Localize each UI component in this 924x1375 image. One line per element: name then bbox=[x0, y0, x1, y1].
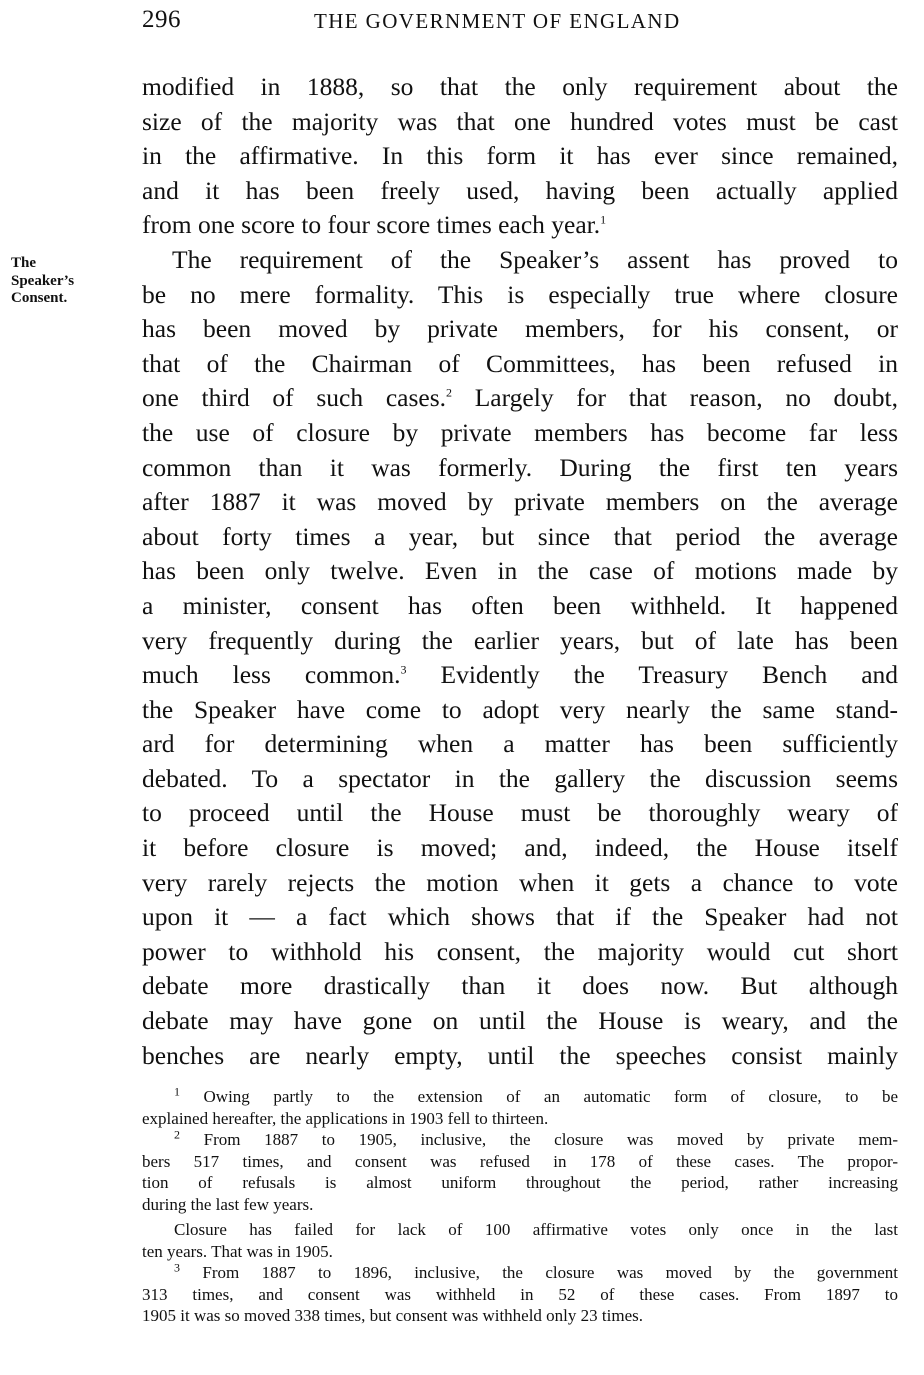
footnote-line: explained hereafter, the applications in 1903 fell to thirteen. bbox=[142, 1108, 549, 1128]
text-line: after 1887 it was moved by private members on the average bbox=[142, 487, 898, 517]
text-line: it before closure is moved; and, indeed, the House itself bbox=[142, 833, 898, 863]
footnotes bbox=[142, 1086, 898, 1327]
text-line: common than it was formerly. During the first ten years bbox=[142, 452, 898, 482]
text-line: that of the Chairman of Committees, has been refused in bbox=[142, 348, 898, 378]
text-line: The requirement of the Speaker’s assent has proved to bbox=[172, 244, 898, 274]
footnote-line: 313 times, and consent was withheld in 52 of these cases. From 1897 to bbox=[142, 1284, 898, 1304]
footnote-line: Closure has failed for lack of 100 affirmative votes only once in the last bbox=[174, 1220, 898, 1239]
footnote-line: 1905 it was so moved 338 times, but consent was withheld only 23 times. bbox=[142, 1306, 643, 1325]
footnote-line: ten years. That was in 1905. bbox=[142, 1241, 333, 1261]
text-line: one third of such cases.$^2$ Largely for that reason, no doubt, bbox=[142, 383, 899, 413]
text-line: the use of closure by private members has become far less bbox=[142, 417, 898, 447]
page-number: 296 bbox=[142, 6, 181, 33]
footnote-ref[interactable]: 2 bbox=[446, 385, 453, 400]
footnote-3 bbox=[142, 1262, 898, 1327]
text-line: size of the majority was that one hundred votes must be cast bbox=[142, 106, 898, 136]
margin-note-line: Speaker’s bbox=[11, 272, 75, 289]
footnote-2 bbox=[142, 1129, 898, 1215]
footnote-line: $^1$ Owing partly to the extension of an automatic form of closure, to be bbox=[174, 1084, 898, 1106]
text-line: debate more drastically than it does now. But although bbox=[142, 971, 898, 1001]
footnote-line: bers 517 times, and consent was refused in 178 of these cases. The propor- bbox=[142, 1151, 898, 1171]
running-title: THE GOVERNMENT OF ENGLAND bbox=[314, 9, 681, 33]
footnote-marker: 3 bbox=[174, 1260, 180, 1275]
page-header bbox=[142, 6, 898, 40]
text-line: be no mere formality. This is especially true where closure bbox=[142, 279, 898, 309]
text-line: very frequently during the earlier years, but of late has been bbox=[142, 625, 898, 655]
text-line: in the affirmative. In this form it has ever since remained, bbox=[142, 141, 898, 171]
footnote-line: during the last few years. bbox=[142, 1194, 314, 1214]
text-line: has been moved by private members, for his consent, or bbox=[142, 314, 898, 344]
text-line: from one score to four score times each year.$^1$ bbox=[142, 210, 607, 240]
footnote-marker: 1 bbox=[174, 1084, 180, 1099]
text-line: the Speaker have come to adopt very nearly the same stand- bbox=[142, 694, 898, 724]
margin-note bbox=[11, 255, 131, 308]
footnote-ref[interactable]: 1 bbox=[600, 212, 607, 227]
footnote-line: tion of refusals is almost uniform throughout the period, rather increasing bbox=[142, 1173, 898, 1192]
text-line: benches are nearly empty, until the speeches consist mainly bbox=[142, 1040, 898, 1070]
text-line: has been only twelve. Even in the case of motions made by bbox=[142, 556, 898, 586]
text-line: much less common.$^3$ Evidently the Treasury Bench and bbox=[142, 660, 899, 690]
text-line: upon it — a fact which shows that if the Speaker had not bbox=[142, 902, 898, 932]
text-line: to proceed until the House must be thoroughly weary of bbox=[142, 798, 898, 828]
footnote-line: $^3$ From 1887 to 1896, inclusive, the closure was moved by the government bbox=[174, 1260, 899, 1282]
text-line: debated. To a spectator in the gallery the discussion seems bbox=[142, 763, 898, 793]
text-line: a minister, consent has often been withheld. It happened bbox=[142, 590, 898, 620]
margin-note-line: The bbox=[11, 255, 37, 271]
main-text bbox=[142, 70, 898, 1073]
margin-note-line: Consent. bbox=[11, 290, 68, 306]
footnote-marker: 2 bbox=[174, 1127, 180, 1142]
text-line: ard for determining when a matter has been sufficiently bbox=[142, 729, 898, 759]
footnote-2-continued bbox=[142, 1219, 898, 1262]
footnote-line: $^2$ From 1887 to 1905, inclusive, the closure was moved by private mem- bbox=[174, 1127, 898, 1149]
text-line: very rarely rejects the motion when it gets a chance to vote bbox=[142, 867, 898, 897]
text-line: and it has been freely used, having been actually applied bbox=[142, 175, 898, 205]
text-line: about forty times a year, but since that period the average bbox=[142, 521, 898, 551]
text-line: power to withhold his consent, the majority would cut short bbox=[142, 936, 898, 966]
footnote-1 bbox=[142, 1086, 898, 1129]
text-line: modified in 1888, so that the only requirement about the bbox=[142, 72, 898, 101]
text-line: debate may have gone on until the House is weary, and the bbox=[142, 1006, 898, 1036]
footnote-ref[interactable]: 3 bbox=[400, 662, 407, 677]
